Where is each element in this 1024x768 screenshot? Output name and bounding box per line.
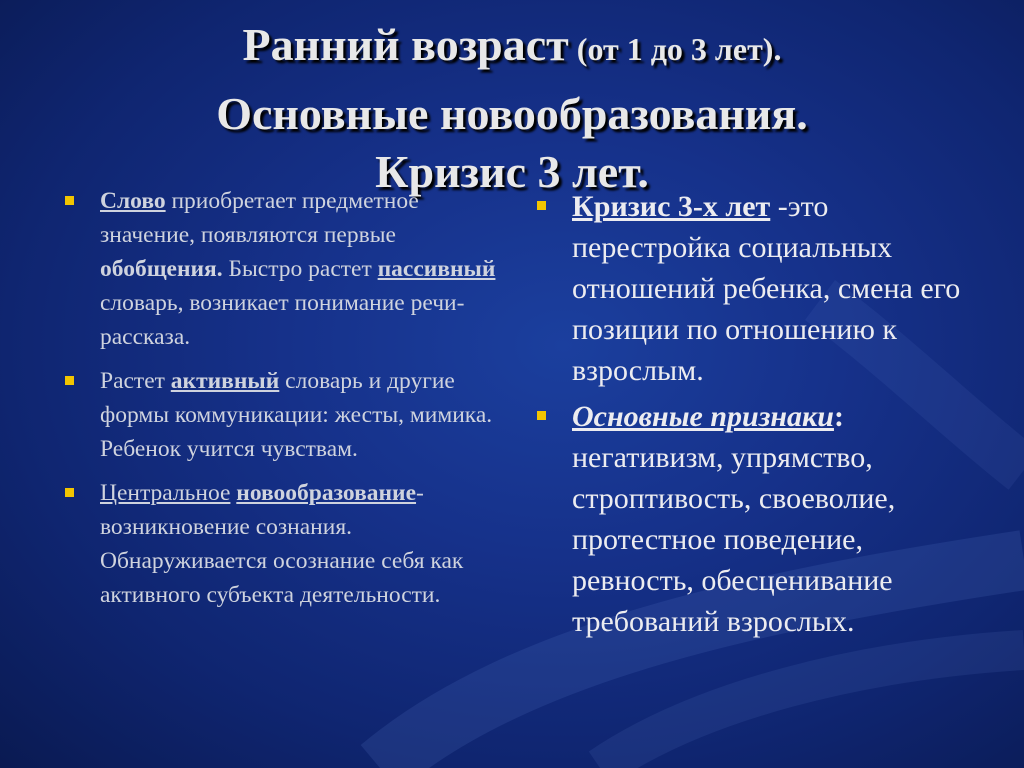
left-bullet-2	[60, 364, 500, 466]
keyword-central: Центральное	[100, 480, 231, 506]
bullet-marker	[65, 376, 74, 385]
bullet-text: Растет	[100, 368, 171, 394]
left-bullet-1	[60, 184, 500, 354]
title-line-2: Основные новообразования.	[216, 88, 808, 139]
right-bullet-list	[532, 186, 982, 647]
keyword-main-signs: Основные признаки	[572, 400, 834, 433]
keyword-active: активный	[170, 368, 280, 394]
keyword-colon: :	[833, 400, 844, 433]
bullet-text: -возникновение сознания. Обнаруживается осознание себя как активного субъекта деятельности.	[100, 480, 464, 608]
bullet-text: -это перестройка социальных отношений ребенка, смена его позиции по отношению к взрослым.	[572, 190, 961, 387]
bullet-marker	[537, 411, 546, 420]
keyword-word: Слово	[100, 188, 166, 214]
left-bullet-list	[60, 184, 500, 622]
title-age-range: (от 1 до 3 лет).	[568, 31, 782, 67]
bullet-text: негативизм, упрямство, строптивость, своеволие, протестное поведение, ревность, обесценивание требований взрослых.	[572, 441, 896, 638]
right-bullet-1	[532, 186, 982, 391]
bullet-text: словарь и другие формы коммуникации: жесты, мимика. Ребенок учится чувствам.	[100, 368, 493, 462]
keyword-passive: пассивный	[377, 256, 496, 282]
slide-title	[60, 16, 964, 201]
left-bullet-3	[60, 476, 500, 612]
bullet-text: словарь, возникает понимание речи-рассказа.	[100, 290, 465, 350]
title-line-3: Кризис 3 лет.	[375, 146, 649, 197]
title-age-period: Ранний возраст	[242, 19, 569, 70]
keyword-crisis: Кризис 3-х лет	[572, 190, 771, 223]
title-line-1	[60, 16, 964, 85]
keyword-generalizations: обобщения.	[100, 256, 223, 282]
keyword-neoformation: новообразование	[236, 480, 417, 506]
bullet-marker	[65, 196, 74, 205]
bullet-marker	[65, 488, 74, 497]
right-bullet-2	[532, 396, 982, 642]
bullet-text: Быстро растет	[222, 256, 378, 282]
bullet-text: приобретает предметное значение, появляются первые	[100, 188, 419, 248]
bullet-marker	[537, 201, 546, 210]
